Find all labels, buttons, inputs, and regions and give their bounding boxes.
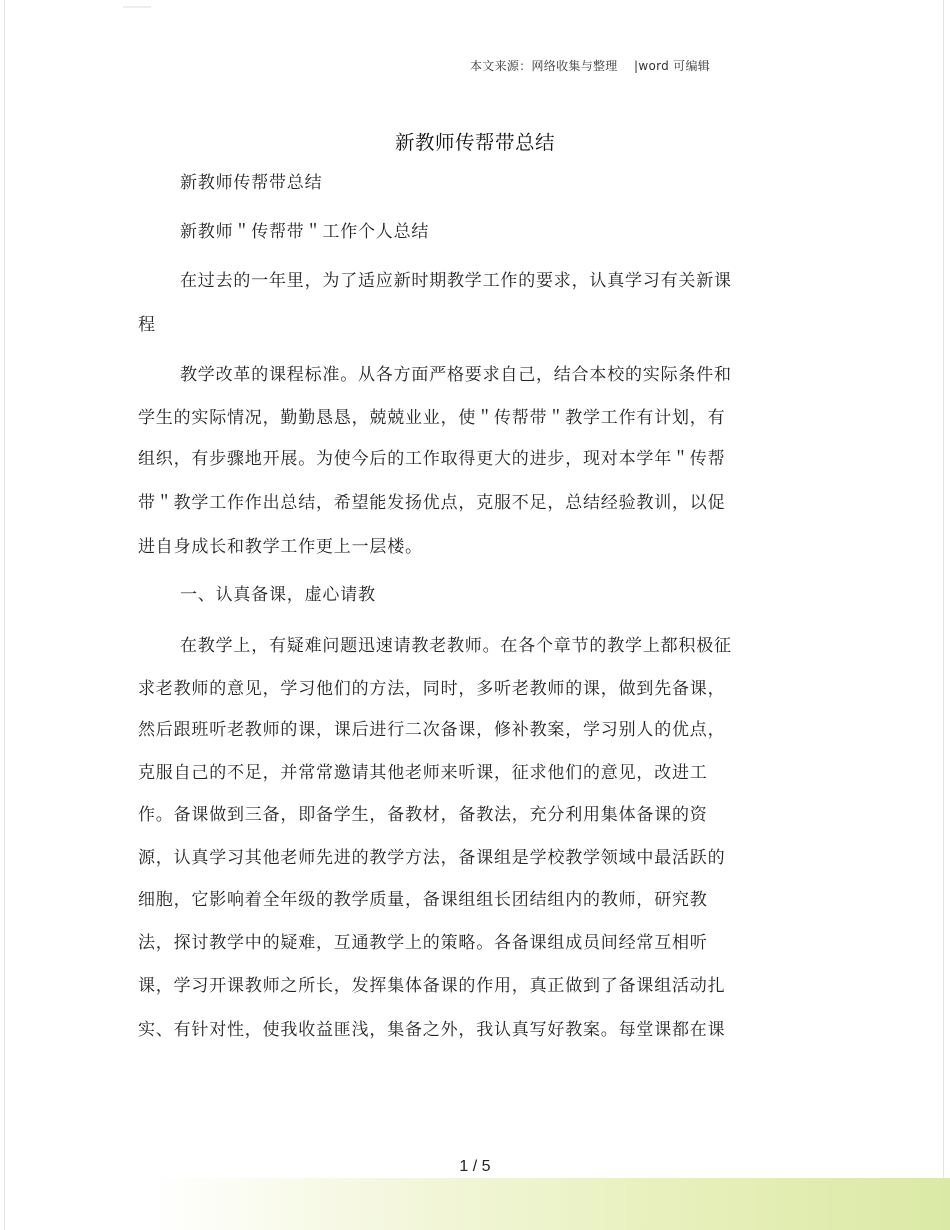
paragraph-line: 新教师传帮带总结 <box>180 173 323 193</box>
header-source-note: 本文来源：网络收集与整理 |word 可编辑 <box>470 59 711 73</box>
document-page <box>4 0 944 1230</box>
paragraph-line: 细胞，它影响着全年级的教学质量，备课组组长团结组内的教师，研究教 <box>138 890 708 910</box>
paragraph-line: 法，探讨教学中的疑难，互通教学上的策略。各备课组成员间经常互相听 <box>138 933 708 953</box>
paragraph-line: 程 <box>138 315 156 335</box>
section-heading: 一、认真备课，虚心请教 <box>180 585 376 605</box>
paragraph-line: 求老教师的意见，学习他们的方法，同时，多听老教师的课，做到先备课， <box>138 679 726 699</box>
page-number: 1 / 5 <box>459 1158 491 1175</box>
bottom-decorative-band <box>150 1178 950 1230</box>
paragraph-line: 教学改革的课程标准。从各方面严格要求自己，结合本校的实际条件和 <box>180 365 732 385</box>
paragraph-line: 实、有针对性，使我收益匪浅，集备之外，我认真写好教案。每堂课都在课 <box>138 1020 726 1040</box>
paragraph-line: 组织，有步骤地开展。为使今后的工作取得更大的进步，现对本学年＂传帮 <box>138 449 726 469</box>
paragraph-line: 进自身成长和教学工作更上一层楼。 <box>138 537 423 557</box>
paragraph-line: 作。备课做到三备，即备学生，备教材，备教法，充分利用集体备课的资 <box>138 805 708 825</box>
page-corner-mark <box>123 6 151 8</box>
paragraph-line: 然后跟班听老教师的课，课后进行二次备课，修补教案，学习别人的优点， <box>138 720 726 740</box>
paragraph-line: 学生的实际情况，勤勤恳恳，兢兢业业，使＂传帮带＂教学工作有计划，有 <box>138 408 726 428</box>
paragraph-line: 带＂教学工作作出总结，希望能发扬优点，克服不足，总结经验教训，以促 <box>138 493 726 513</box>
paragraph-line: 在教学上，有疑难问题迅速请教老教师。在各个章节的教学上都积极征 <box>180 636 732 656</box>
paragraph-line: 在过去的一年里，为了适应新时期教学工作的要求，认真学习有关新课 <box>180 271 732 291</box>
paragraph-line: 课，学习开课教师之所长，发挥集体备课的作用，真正做到了备课组活动扎 <box>138 976 726 996</box>
document-title: 新教师传帮带总结 <box>394 131 555 154</box>
paragraph-line: 新教师＂传帮带＂工作个人总结 <box>180 222 430 242</box>
paragraph-line: 源，认真学习其他老师先进的教学方法，备课组是学校教学领域中最活跃的 <box>138 848 726 868</box>
paragraph-line: 克服自己的不足，并常常邀请其他老师来听课，征求他们的意见，改进工 <box>138 763 708 783</box>
